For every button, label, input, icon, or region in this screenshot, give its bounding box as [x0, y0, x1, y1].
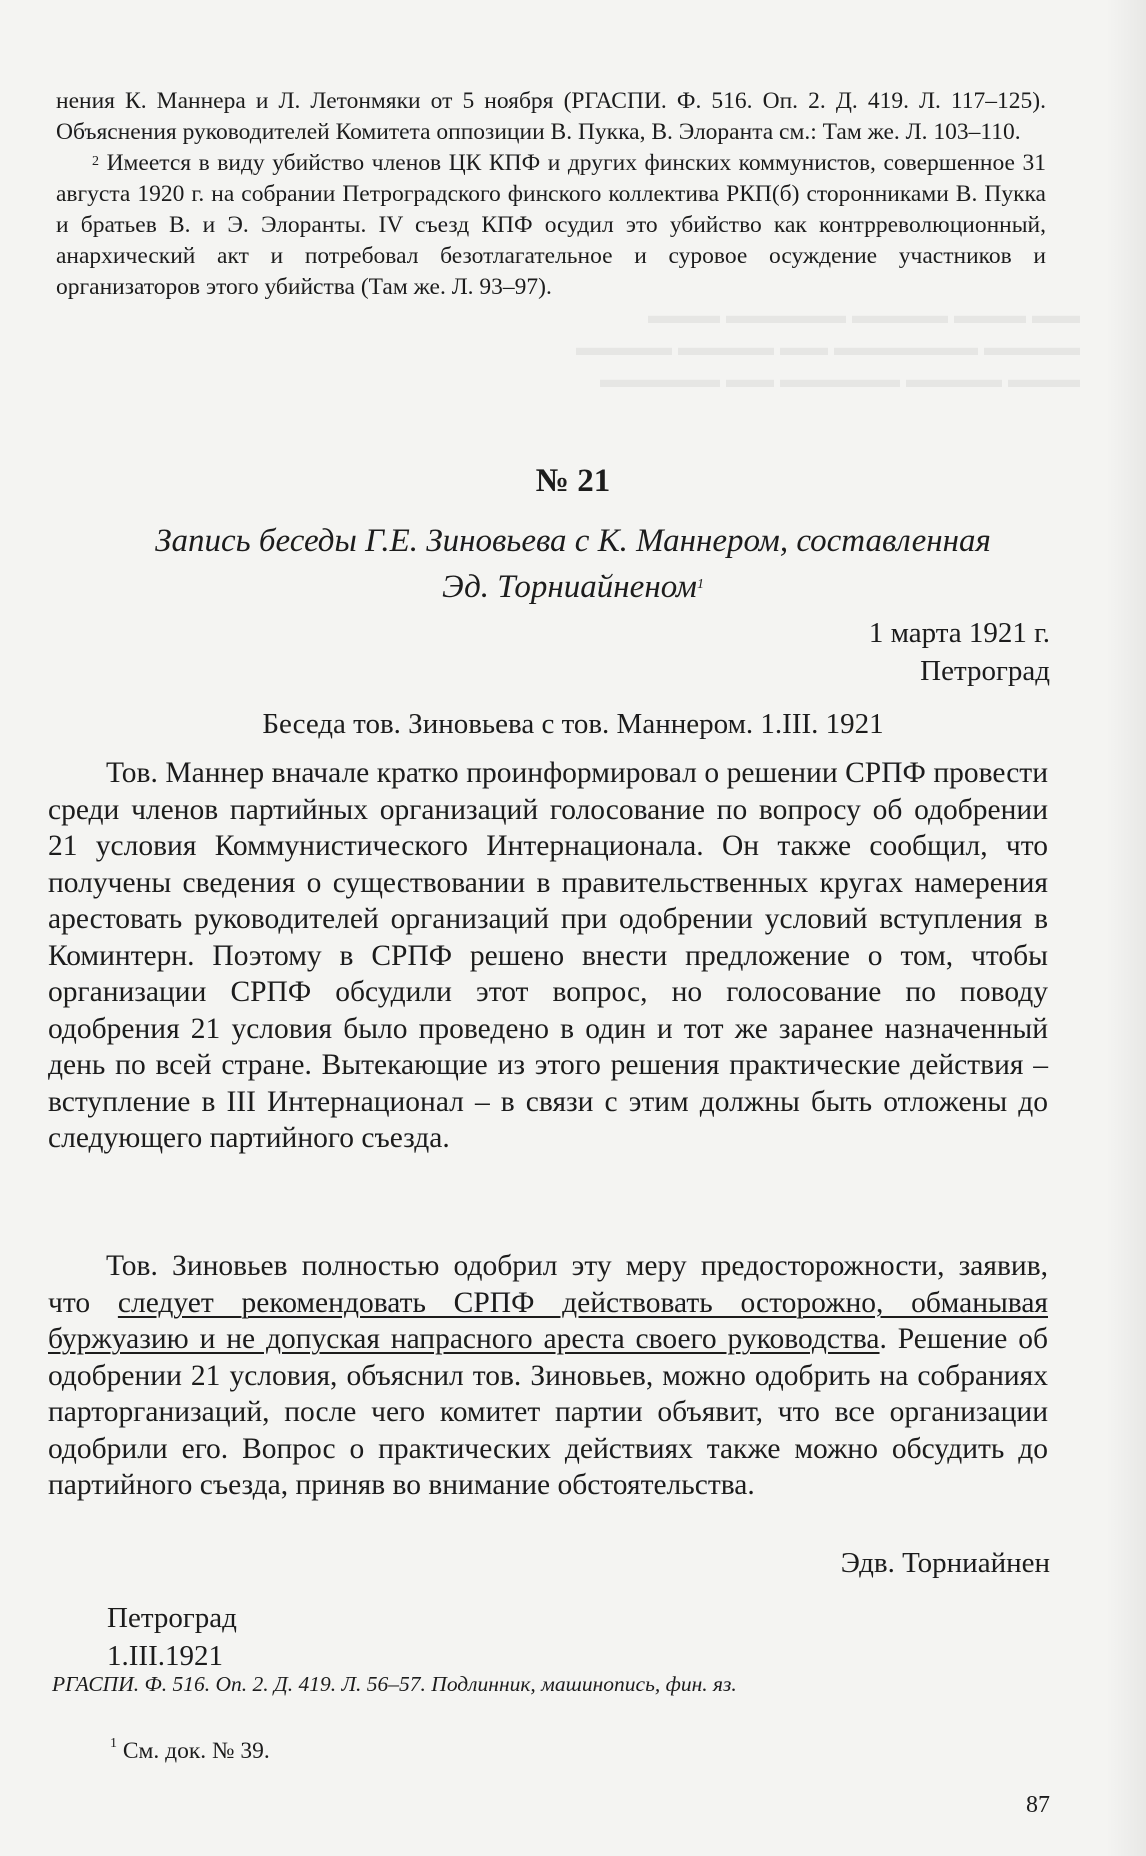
footnote-2-text: Имеется в виду убийство членов ЦК КПФ и других финских коммунистов, совершенное 31 августа 1920 г. на собрании Петроградского финского коллектива РКП(б) сторонниками В. Пукка и братьев В. и Э. Элоранты. IV съезд КПФ осудил это убийство как контрреволюционный, анархический акт и потребовал безотлагательное и суровое осуждение участников и организаторов этого убийства (Там же. Л. 93–97). [56, 150, 1047, 300]
closing-date: 1.III.1921 [107, 1640, 223, 1672]
footnote-1-continuation: нения К. Маннера и Л. Летонмяки от 5 ноября (РГАСПИ. Ф. 516. Оп. 2. Д. 419. Л. 117–125). Объяснения руководителей Комитета оппозиции В. Пукка, В. Элоранта см.: Там же. Л. 103–110. [56, 88, 1046, 145]
bottom-footnote [110, 1738, 270, 1765]
document-title-text: Запись беседы Г.Е. Зиновьева с К. Маннером, составленная Эд. Торниайненом [155, 523, 991, 605]
document-title [150, 518, 996, 610]
closing-place: Петроград [107, 1602, 237, 1634]
body-paragraph-2 [48, 1248, 1048, 1504]
paragraph-2-underlined: следует рекомендовать СРПФ действовать осторожно, обманывая буржуазию и не допуская напрасного ареста своего руководства [48, 1286, 1048, 1355]
document-number: № 21 [535, 463, 611, 499]
show-through-text: ▬▬ ▬▬▬ ▬▬▬▬ ▬▬▬▬▬ ▬▬▬ ▬▬▬▬ ▬▬▬▬▬▬ ▬▬ ▬▬▬▬ ▬▬▬▬ ▬▬▬ ▬▬▬▬ ▬▬▬▬▬ ▬▬ ▬▬▬▬▬ [576, 303, 1080, 393]
paragraph-2 [48, 1248, 1048, 1504]
title-footnote-marker: 1 [697, 577, 704, 592]
conversation-heading: Беседа тов. Зиновьева с тов. Маннером. 1.III. 1921 [262, 708, 884, 740]
bottom-footnote-marker: 1 [110, 1736, 117, 1751]
page-number: 87 [1026, 1792, 1050, 1818]
paragraph-2-rest: . Решение об одобрении 21 условия, объяснил тов. Зиновьев, можно одобрить на собраниях парторганизаций, после чего комитет партии объявит, что все организации одобрили его. Вопрос о практических действиях также можно обсудить до партийного съезда, приняв во внимание обстоятельства. [48, 1323, 1048, 1501]
footnote-2-marker: 2 [92, 154, 99, 169]
document-place: Петроград [920, 655, 1050, 687]
document-date: 1 марта 1921 г. [868, 617, 1050, 649]
signature: Эдв. Торниайнен [840, 1547, 1050, 1579]
footnote-continuation [56, 86, 1046, 303]
paragraph-1-text: Тов. Маннер вначале кратко проинформировал о решении СРПФ провести среди членов партийных организаций голосование по вопросу об одобрении 21 условия Коммунистического Интернационала. Он также сообщил, что получены сведения о существовании в правительственных кругах намерения арестовать руководителей организаций при одобрении условий вступления в Коминтерн. Поэтому в СРПФ решено внести предложение о том, чтобы организации СРПФ обсудили этот вопрос, но голосование по поводу одобрения 21 условия было проведено в один и тот же заранее назначенный день по всей стране. Вытекающие из этого решения практические действия – вступление в III Интернационал – в связи с этим должны быть отложены до следующего партийного съезда. [48, 757, 1048, 1154]
body-paragraph-1 [48, 755, 1048, 1157]
archive-reference: РГАСПИ. Ф. 516. Оп. 2. Д. 419. Л. 56–57. Подлинник, машинопись, фин. яз. [52, 1672, 737, 1696]
footnote-2 [56, 148, 1046, 303]
page-edge-shadow [1106, 0, 1146, 1856]
bottom-footnote-text: См. док. № 39. [122, 1738, 270, 1764]
paragraph-2-lead: Тов. Зиновьев полностью одобрил эту меру предосторожности, заявив, что [48, 1250, 1048, 1319]
